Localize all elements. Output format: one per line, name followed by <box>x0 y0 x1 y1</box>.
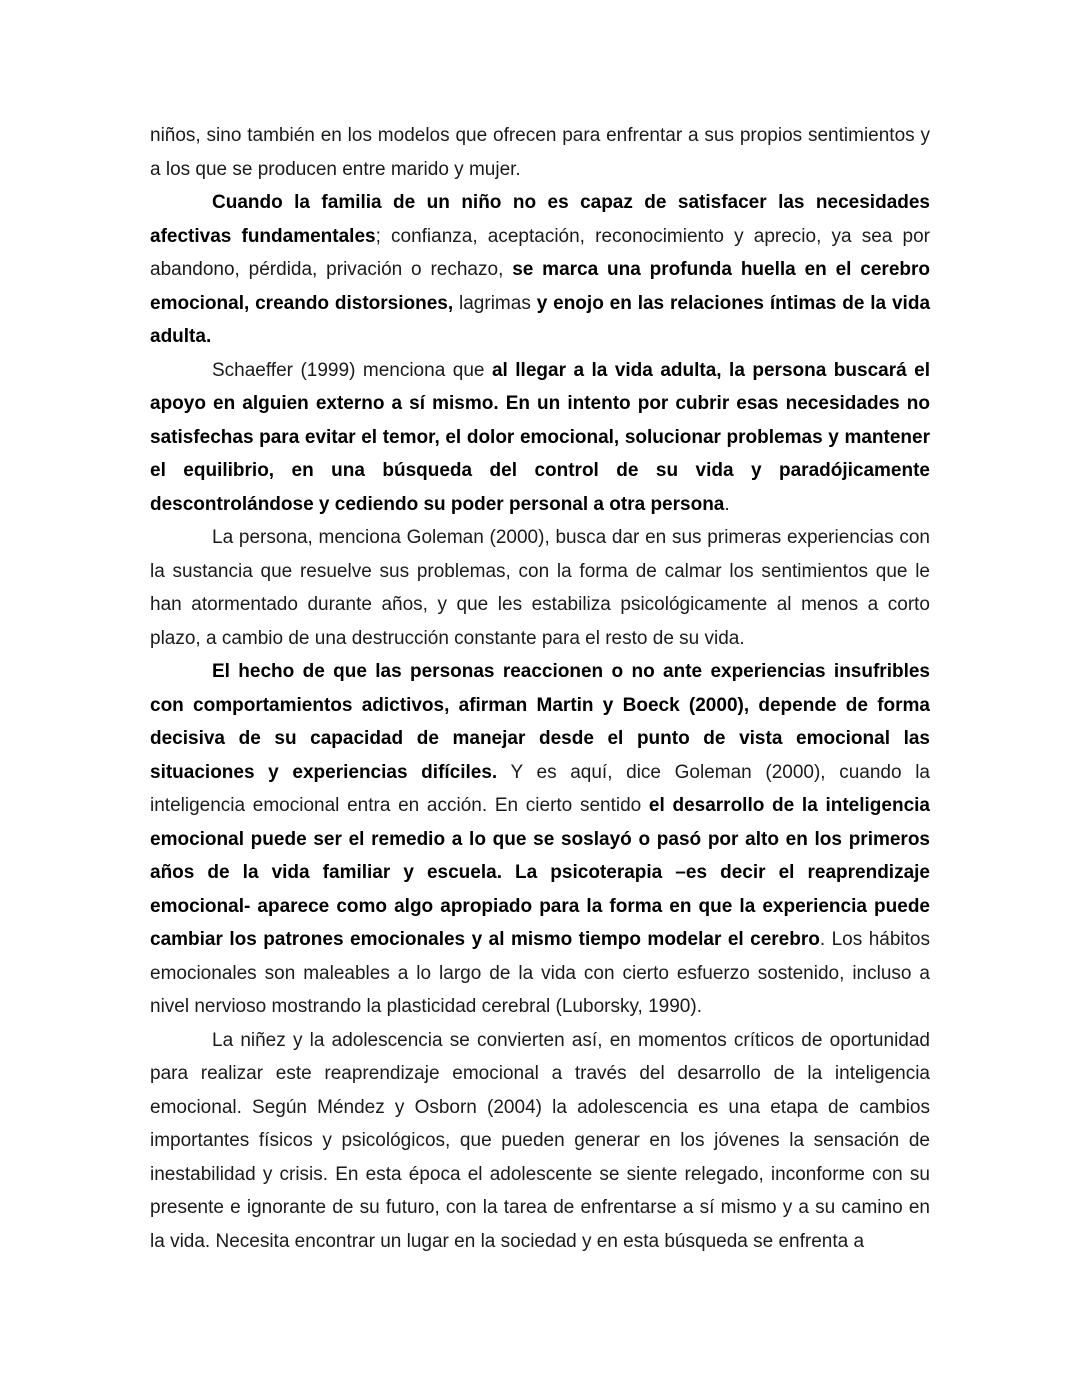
bold-segment: Cuando la familia de un niño no es capaz de satisfacer las necesidades afectivas fundamentales <box>150 192 930 247</box>
paragraph-1 <box>150 119 930 186</box>
paragraph-4 <box>150 521 930 655</box>
paragraph-5 <box>150 655 930 1024</box>
paragraph-3 <box>150 354 930 522</box>
text-segment: La niñez y la adolescencia se convierten así, en momentos críticos de oportunidad para realizar este reaprendizaje emocional a través del desarrollo de la inteligencia emocional. Según Méndez y Osborn (2004) la adolescencia es una etapa de cambios importantes físicos y psicológicos, que pueden generar en los jóvenes la sensación de inestabilidad y crisis. En esta época el adolescente se siente relegado, inconforme con su presente e ignorante de su futuro, con la tarea de enfrentarse a sí mismo y a su camino en la vida. Necesita encontrar un lugar en la sociedad y en esta búsqueda se enfrenta a <box>150 1029 930 1252</box>
text-segment: Schaeffer (1999) menciona que <box>212 359 492 381</box>
bold-segment: el desarrollo de la inteligencia emocional puede ser el remedio a lo que se soslayó o pasó por alto en los primeros años de la vida familiar y escuela. La psicoterapia –es decir el reaprendizaje emocional- aparece como algo apropiado para la forma en que la experiencia puede cambiar los patrones emocionales y al mismo tiempo modelar el cerebro <box>150 795 930 950</box>
paragraph-2 <box>150 186 930 354</box>
text-segment: . <box>724 493 730 515</box>
text-segment: La persona, menciona Goleman (2000), busca dar en sus primeras experiencias con la sustancia que resuelve sus problemas, con la forma de calmar los sentimientos que le han atormentado durante años, y que les estabiliza psicológicamente al menos a corto plazo, a cambio de una destrucción constante para el resto de su vida. <box>150 527 930 649</box>
paragraph-6 <box>150 1024 930 1259</box>
bold-segment: y enojo en las relaciones íntimas de la vida adulta. <box>150 292 931 347</box>
text-segment: . Los hábitos emocionales son maleables a lo largo de la vida con cierto esfuerzo sostenido, incluso a nivel nervioso mostrando la plasticidad cerebral (Luborsky, 1990). <box>150 929 930 1017</box>
text-segment: Y es aquí, dice Goleman (2000), cuando la inteligencia emocional entra en acción. En cierto sentido <box>150 761 930 816</box>
document-page <box>150 119 930 1258</box>
bold-segment: El hecho de que las personas reaccionen o no ante experiencias insufribles con comportamientos adictivos, afirman Martin y Boeck (2000), depende de forma decisiva de su capacidad de manejar desde el punto de vista emocional las situaciones y experiencias difíciles. <box>150 661 930 783</box>
text-segment: ; confianza, aceptación, reconocimiento y aprecio, ya sea por abandono, pérdida, privación o rechazo, <box>150 225 930 280</box>
bold-segment: al llegar a la vida adulta, la persona buscará el apoyo en alguien externo a sí mismo. En un intento por cubrir esas necesidades no satisfechas para evitar el temor, el dolor emocional, solucionar problemas y mantener el equilibrio, en una búsqueda del control de su vida y paradójicamente descontrolándose y cediendo su poder personal a otra persona <box>150 359 930 515</box>
text-segment: lagrimas <box>453 292 537 314</box>
text-segment: niños, sino también en los modelos que ofrecen para enfrentar a sus propios sentimientos y a los que se producen entre marido y mujer. <box>150 125 930 180</box>
bold-segment: se marca una profunda huella en el cerebro emocional, creando distorsiones, <box>150 259 930 314</box>
